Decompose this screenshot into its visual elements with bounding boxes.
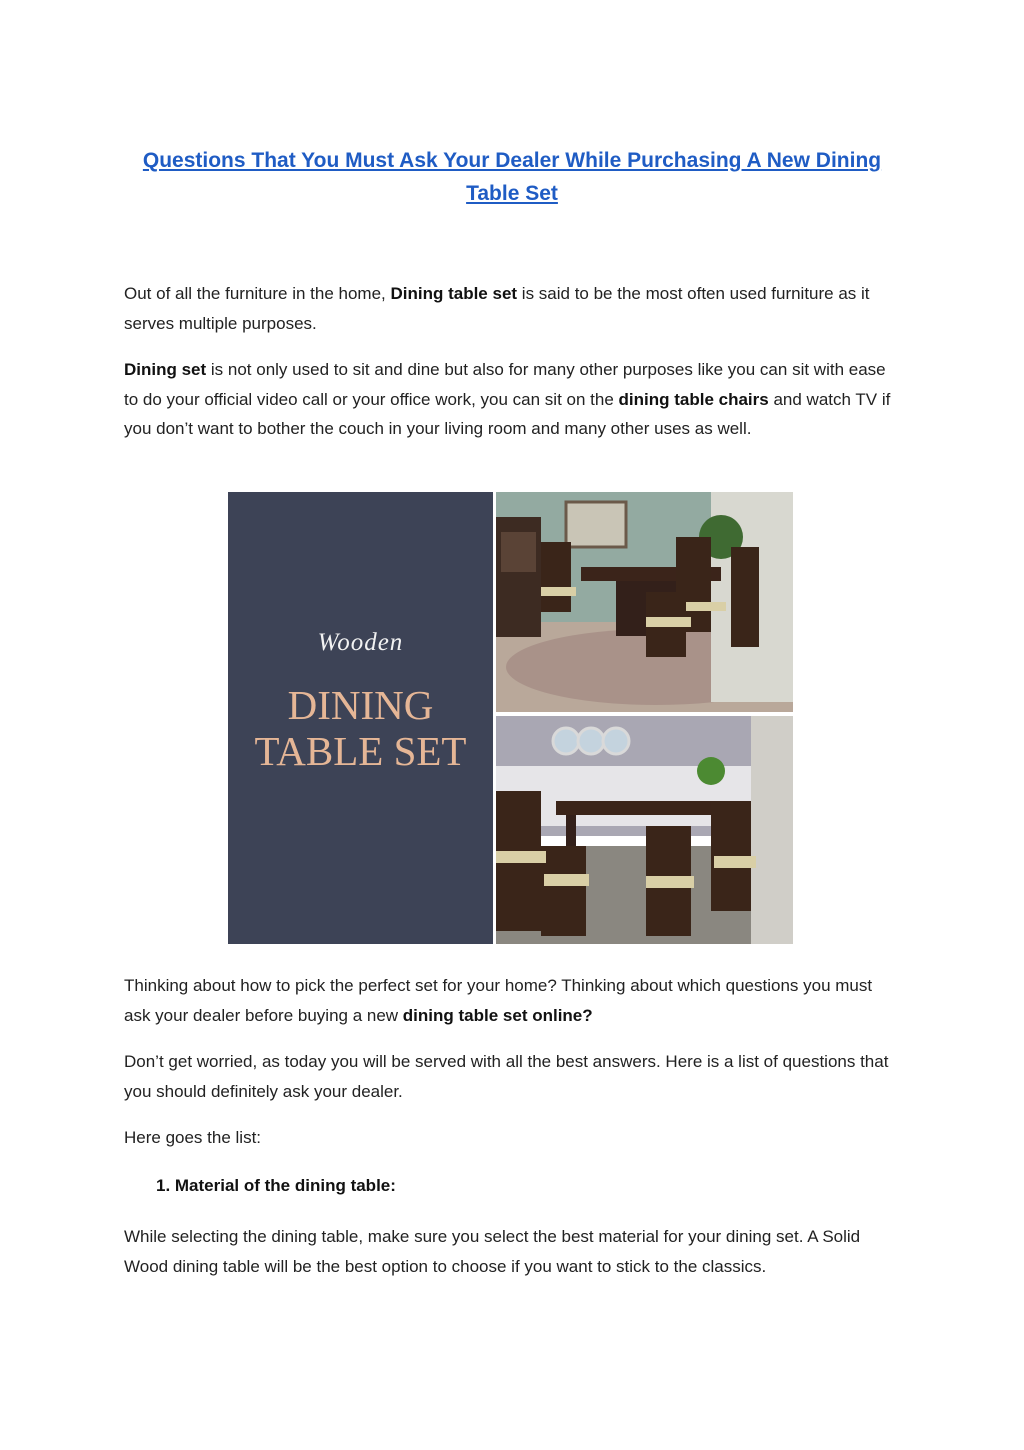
banner-panel — [228, 492, 493, 944]
document-title — [140, 144, 884, 210]
paragraph-uses: Dining set is not only used to sit and dine but also for many other purposes like you can sit with ease to do your official video call or your office work, you can sit on the dining table chairs and watch TV if you don’t want to bother the couch in your living room and many other uses as well. — [124, 360, 891, 438]
dining-photo-top — [496, 492, 793, 712]
dining-set-collage-image — [228, 492, 793, 944]
paragraph-dont-worry: Don’t get worried, as today you will be served with all the best answers. Here is a list of questions that you should definitely ask your dealer. — [124, 1052, 889, 1101]
title-link[interactable]: Questions That You Must Ask Your Dealer While Purchasing A New Dining Table Set — [142, 149, 882, 205]
bold-dining-table-set: Dining table set — [390, 284, 518, 303]
bold-dining-table-set-online: dining table set online? — [402, 1005, 593, 1025]
paragraph-thinking: Thinking about how to pick the perfect set for your home? Thinking about which questions you must ask your dealer before buying a new dining table set online? — [124, 976, 873, 1025]
paragraph-list-intro: Here goes the list: — [124, 1128, 262, 1147]
heading-material: 1. Material of the dining table: — [156, 1176, 396, 1195]
bold-dining-set: Dining set — [124, 360, 207, 379]
banner-dining-text: DINING TABLE SET — [254, 682, 467, 774]
banner-wooden-text: Wooden — [317, 629, 404, 656]
paragraph-material: While selecting the dining table, make sure you select the best material for your dining set. A Solid Wood dining table will be the best option to choose if you want to stick to the classics. — [124, 1227, 861, 1276]
paragraph-intro: Out of all the furniture in the home, Dining table set is said to be the most often used furniture as it serves multiple purposes. — [124, 284, 870, 333]
dining-photo-bottom — [496, 716, 793, 944]
bold-dining-table-chairs: dining table chairs — [618, 389, 769, 409]
